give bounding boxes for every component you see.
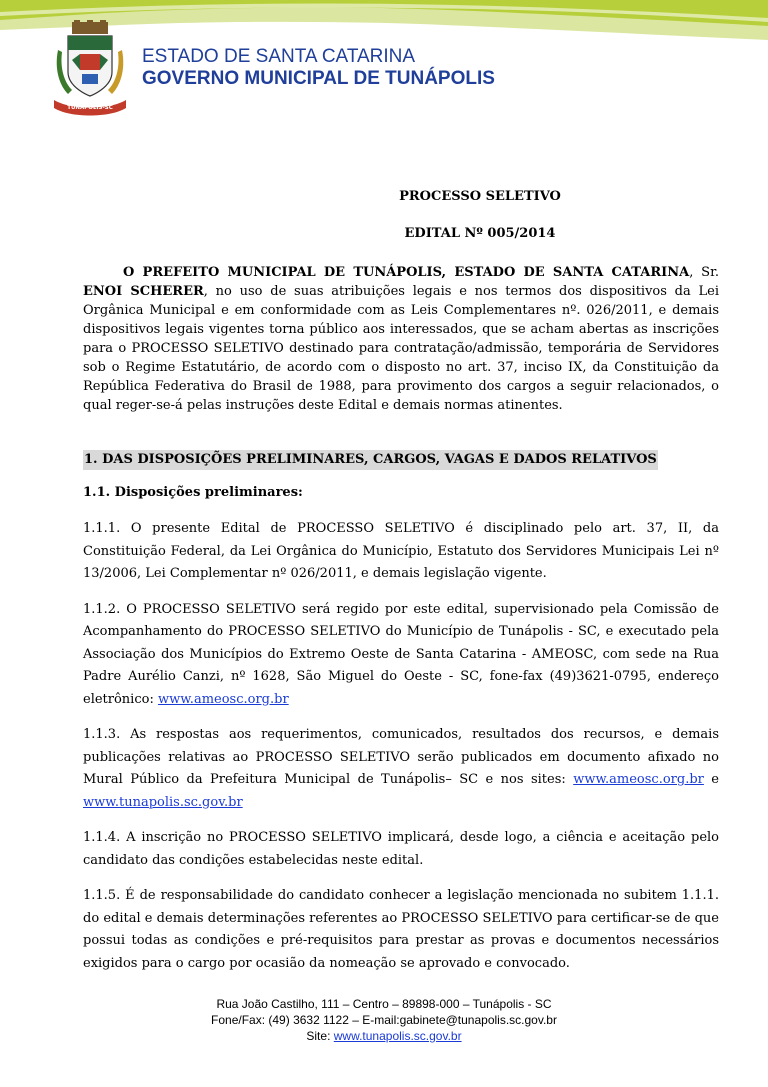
ameosc-link[interactable]: www.ameosc.org.br	[157, 691, 289, 707]
header-state: ESTADO DE SANTA CATARINA	[142, 46, 416, 67]
footer-address: Rua João Castilho, 111 – Centro – 89898-000 – Tunápolis - SC	[216, 997, 552, 1011]
edital-number: EDITAL Nº 005/2014	[404, 226, 556, 241]
header-government: GOVERNO MUNICIPAL DE TUNÁPOLIS	[142, 68, 495, 89]
subsection-1-1: 1.1. Disposições preliminares:	[83, 485, 303, 500]
paragraph-1-1-2-text: 1.1.2. O PROCESSO SELETIVO será regido por este edital, supervisionado pela Comissão de Acompanhamento do PROCESSO SELETIVO do Município de Tunápolis - SC, e executado pela Associação dos Municípios do Extremo Oeste de Santa Catarina - AMEOSC, com sede na Rua Padre Aurélio Canzi, nº 1628, São Miguel do Oeste - SC, fone-fax (49)3621-0795, endereço eletrônico:	[83, 601, 719, 707]
document-body	[83, 189, 719, 975]
footer-site-link[interactable]: www.tunapolis.sc.gov.br	[333, 1029, 462, 1043]
intro-sr: , Sr.	[689, 265, 719, 280]
section-1-heading-wrap	[83, 450, 719, 470]
paragraph-1-1-3-and: e	[703, 772, 719, 787]
footer-contact: Fone/Fax: (49) 3632 1122 – E-mail:gabinete@tunapolis.sc.gov.br	[211, 1013, 557, 1027]
header-title-block	[142, 46, 495, 90]
paragraph-1-1-1: 1.1.1. O presente Edital de PROCESSO SELETIVO é disciplinado pelo art. 37, II, da Constituição Federal, da Lei Orgânica do Município, Estatuto dos Servidores Municipais Lei nº 13/2006, Lei Complementar nº 026/2011, e demais legislação vigente.	[83, 521, 719, 581]
footer-site-label: Site:	[306, 1029, 334, 1043]
section-1-heading: 1. DAS DISPOSIÇÕES PRELIMINARES, CARGOS, VAGAS E DADOS RELATIVOS	[83, 450, 658, 470]
svg-text:TUNÁPOLIS-SC: TUNÁPOLIS-SC	[67, 105, 113, 111]
doc-title: PROCESSO SELETIVO	[399, 189, 561, 204]
ameosc-link-2[interactable]: www.ameosc.org.br	[573, 772, 704, 787]
intro-paragraph	[83, 263, 719, 415]
page-footer	[0, 996, 768, 1044]
intro-mayor-name: ENOI SCHERER	[83, 284, 204, 299]
footer-site	[0, 1028, 768, 1044]
municipal-crest-icon	[50, 20, 130, 120]
intro-prefeito: O PREFEITO MUNICIPAL DE TUNÁPOLIS, ESTADO DE SANTA CATARINA	[123, 265, 690, 280]
paragraph-1-1-2	[83, 599, 719, 712]
paragraph-1-1-3-text: 1.1.3. As respostas aos requerimentos, comunicados, resultados dos recursos, e demais publicações relativas ao PROCESSO SELETIVO serão publicados em documento afixado no Mural Público da Prefeitura Municipal de Tunápolis– SC e nos sites:	[83, 727, 719, 787]
paragraph-1-1-3	[83, 724, 719, 814]
paragraph-1-1-5: 1.1.5. É de responsabilidade do candidato conhecer a legislação mencionada no subitem 1.1.1. do edital e demais determinações referentes ao PROCESSO SELETIVO para certificar-se de que possui todas as condições e pré-requisitos para prestar as provas e documentos necessários exigidos para o cargo por ocasião da nomeação se aprovado e convocado.	[83, 888, 719, 971]
paragraph-1-1-4: 1.1.4. A inscrição no PROCESSO SELETIVO implicará, desde logo, a ciência e aceitação pelo candidato das condições estabelecidas neste edital.	[83, 830, 719, 868]
intro-text: , no uso de suas atribuições legais e nos termos dos dispositivos da Lei Orgânica Municipal e em conformidade com as Leis Complementares nº. 026/2011, e demais dispositivos legais vigentes torna público aos interessados, que se acham abertas as inscrições para o PROCESSO SELETIVO destinado para contratação/admissão, temporária de Servidores sob o Regime Estatutário, de acordo com o disposto no art. 37, inciso IX, da Constituição da República Federativa do Brasil de 1988, para provimento dos cargos a seguir relacionados, o qual reger-se-á pelas instruções deste Edital e demais normas atinentes.	[83, 284, 719, 413]
tunapolis-link[interactable]: www.tunapolis.sc.gov.br	[83, 794, 243, 810]
